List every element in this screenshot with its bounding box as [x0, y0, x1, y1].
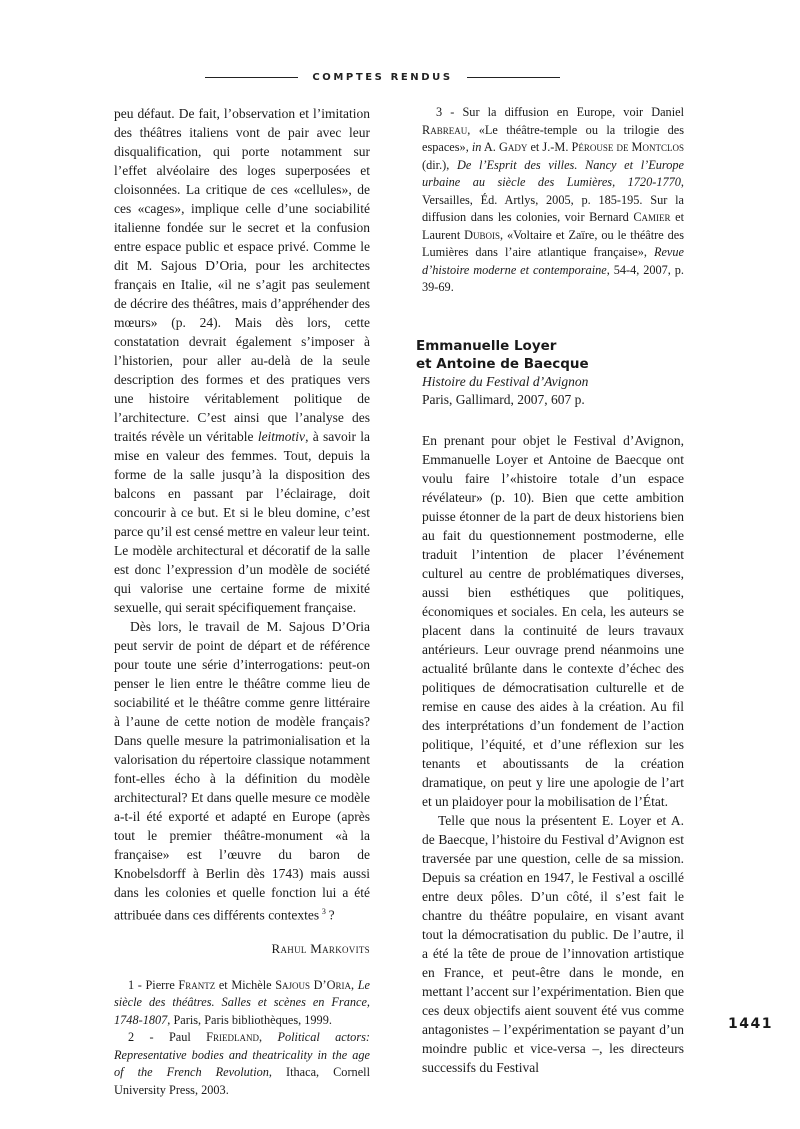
review-signature: Rahul Markovits — [271, 940, 370, 956]
review-book-title: Histoire du Festival d’Avignon — [422, 373, 589, 389]
running-head — [205, 69, 560, 85]
review-paragraph-1: En prenant pour objet le Festival d’Avignon, Emmanuelle Loyer et Antoine de Baecque ont voulu faire l’«histoire totale d’un espace révélateur» (p. 10). Bien que cette ambition puisse étonner de la part de deux historiens bien au fait du questionnement postmoderne, elle traduit l’intention de placer l’événement culturel au centre de problématiques diverses, aussi bien esthétiques que politiques, économiques et sociales. En cela, les auteurs se placent dans la continuité de leurs travaux antérieurs. Leur ouvrage prend néanmoins une actualité brûlante dans le contexte d’échec des politiques de démocratisation culturelle et de remise en cause des aides à la création. Au fil des interprétations d’un fondement de l’action politique, l’équité, et d’une réflexion sur les tenants et aboutissants de la création dramatique, on peut y lire une apologie de l’art et un plaidoyer pour la mobilisation de l’État. — [422, 432, 684, 809]
footnote-2: 2 - Paul Friedland, Political actors: Representative bodies and theatricality in the age of the French Revolution, Ithaca, Cornell University Press, 2003. — [114, 1030, 370, 1097]
review-author-2: et Antoine de Baecque — [416, 355, 589, 372]
left-column — [114, 104, 370, 1099]
footnote-ref-3: 3 — [321, 907, 326, 916]
footnote-3: 3 - Sur la diffusion en Europe, voir Daniel Rabreau, «Le théâtre-temple ou la trilogie des espaces», in A. Gady et J.-M. Pérouse de Montclos (dir.), De l’Esprit des villes. Nancy et l’Europe urbaine au siècle des Lumières, 1720-1770, Versailles, Éd. Artlys, 2005, p. 185-195. Sur la diffusion dans les colonies, voir Bernard Camier et Laurent Dubois, «Voltaire et Zaïre, ou le théâtre des Lumières dans l’aire atlantique française», Revue d’histoire moderne et contemporaine, 54-4, 2007, p. 39-69. — [422, 105, 685, 294]
review-header — [416, 337, 684, 409]
review-author-1: Emmanuelle Loyer — [416, 337, 557, 354]
right-column — [416, 104, 685, 1077]
footnotes-left — [114, 977, 370, 1100]
running-head-rule-right — [467, 77, 560, 78]
review-paragraph-2: Telle que nous la présentent E. Loyer et A. de Baecque, l’histoire du Festival d’Avignon est traversée par une question, celle de sa mission. Depuis sa création en 1947, le Festival a oscillé entre deux pôles. D’un côté, il s’est fait le chantre du théâtre populaire, en visant avant tout la démocratisation du public. De l’autre, il a été la tête de proue de l’innovation artistique en France, et peut-être dans le monde, en mettant l’accent sur l’expérimentation. Bien que ces deux objectifs aient souvent été vus comme antagonistes – l’expérimentation se payant d’un moindre public et vice-versa –, les directeurs successifs du Festival — [422, 812, 684, 1075]
review-publication-info: Paris, Gallimard, 2007, 607 p. — [422, 391, 585, 407]
footnote-1: 1 - Pierre Frantz et Michèle Sajous D’Oria, Le siècle des théâtres. Salles et scènes en France, 1748-1807, Paris, Paris bibliothèques, 1999. — [114, 977, 371, 1027]
running-head-label: COMPTES RENDUS — [312, 71, 453, 83]
page-number: 1441 — [728, 1016, 773, 1032]
review-body — [422, 431, 684, 1077]
left-paragraph-1: peu défaut. De fait, l’observation et l’imitation des théâtres italiens vont de pair avec leur disqualification, qui porte notamment sur l’effet alvéolaire des loges superposées et cloisonnées. La critique de ces «cellules», de ces «cages», implique celle d’une sociabilité italienne fondée sur le secret et la confusion entre espace public et espace privé. Comme le dit M. Sajous D’Oria, pour les architectes français en Italie, «il ne s’agit pas seulement de décrire des théâtres, mais d’appréhender des mœurs» (p. 24). Mais dès lors, cette constatation devrait également s’imposer à l’historien, pour aller au-delà de la seule description des formes et des pratiques vers une histoire véritablement politique de l’architecture. C’est ainsi que l’analyse des traités révèle un véritable leitmotiv, à savoir la mise en valeur des femmes. Tout, depuis la forme de la salle jusqu’à la disposition des balcons en passant par l’éclairage, doit concourir à ce but. Et si le bleu domine, c’est parce qu’il est censé mettre en valeur leur teint. Le modèle architectural et décoratif de la salle est donc l’expression d’un modèle de société qui valorise une certaine forme de mixité sexuelle, qui serait spécifiquement française. — [114, 106, 371, 615]
running-head-rule-left — [205, 77, 298, 78]
left-paragraph-2: Dès lors, le travail de M. Sajous D’Oria peut servir de point de départ et de référence pour toute une série d’interrogations: peut-on penser le lien entre le théâtre comme lieu de sociabilité et le théâtre comme genre littéraire à l’aune de cette notion de modèle français? Dans quelle mesure la patrimonialisation et la valorisation du répertoire classique notamment font-elles écho à la définition du modèle architectural? Et dans quelle mesure ce modèle a-t-il été exporté et adapté en Europe (après tout le premier théâtre-monument «à la française» est l’œuvre du baron de Knobelsdorff à Berlin dès 1743) mais aussi dans les colonies et quelle fonction lui a été attribuée dans ces différents contextes $^3$ ? — [114, 619, 370, 923]
